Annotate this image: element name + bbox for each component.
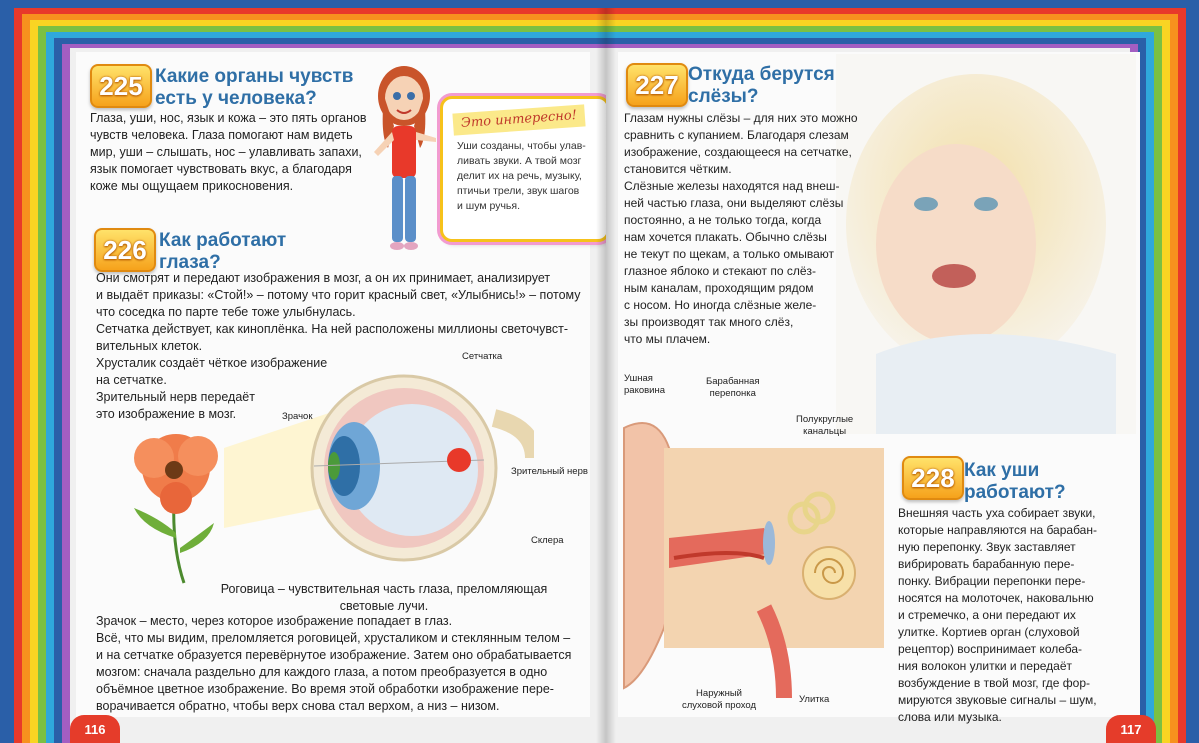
page-number: 116 [70,715,120,743]
question-225-text: Глаза, уши, нос, язык и кожа – это пять органов чувств человека. Глаза помогают нам видеть мир, уши – слышать, нос – улавливать запахи, язык помогает чувствовать вкус, а благодаря коже мы ощущаем прикосновения. [90,111,367,193]
girl-illustration [364,56,444,256]
eyeball-icon [312,376,534,560]
cornea-caption: Роговица – чувствительная часть глаза, преломляющая световые лучи. [220,582,548,613]
eye-diagram [114,348,534,588]
question-226-bottom-text: Зрачок – место, через которое изображение попадает в глаз. Всё, что мы видим, преломляется роговицей, хрусталиком и стеклянным телом – и на сетчатке образуется перевёрнутое изображение. Затем оно обрабатывается мозгом: сначала раздельно для каждого глаза, а потом преобразуется в одно объёмное цветное изображение. Во время этой обработки изображение пере- ворачивается обратно, чтобы верх снова стал верхом, а низ – низом. [96,614,572,713]
poppy-flower-icon [134,434,218,583]
interesting-fact-text: Уши созданы, чтобы улав- ливать звуки. А твой мозг делит их на речь, музыку, птичьи трели, звук шагов и шум ручья. [457,140,586,212]
left-page [14,8,606,743]
question-228-title: Как уши работают? [964,460,1066,503]
auricle-label: Ушная раковина [624,373,665,396]
ear-diagram [614,408,894,698]
interesting-fact-box [440,96,606,242]
crying-child-photo [836,54,1136,434]
question-number-badge: 225 [90,64,152,108]
question-226-text: Они смотрят и передают изображения в мозг, а он их принимает, анализирует и выдаёт приказы: «Стой!» – потому что горит красный свет, «Улыбнись!» – потому что соседка по парте тебе тоже улыбнулась. Сетчатка действует, как киноплёнка. На ней расположены миллионы светочувст- вительных клеток. Хрусталик создаёт чёткое изображение на сетчатке. Зрительный нерв передаёт это изображение в мозг. [96,271,581,421]
right-page [606,8,1186,743]
question-228-text: Внешняя часть уха собирает звуки, которые направляются на барабан- ную перепонку. Звук заставляет вибрировать барабанную пере- понку. Вибрации перепонки пере- носятся на молоточек, наковальню и стремечко, а они передают их улитке. Кортиев орган (слуховой рецептор) воспринимает колеба- ния волокон улитки и передаёт возбуждение в твой мозг, где фор- мируются звуковые сигналы – шум, слова или музыка. [898,506,1097,724]
question-227-title: Откуда берутся слёзы? [688,64,835,107]
question-226-title: Как работают глаза? [159,230,287,273]
interesting-fact-title: Это интересно! [452,104,585,135]
question-number-badge: 226 [94,228,156,272]
cochlea-label: Улитка [799,694,830,705]
semicircular-canals-label: Полукруглые канальцы [796,414,854,437]
retina-label: Сетчатка [462,351,503,362]
page-number: 117 [1106,715,1156,743]
sclera-label: Склера [531,535,564,546]
external-auditory-canal-label: Наружный слуховой проход [682,688,757,711]
question-227-text: Глазам нужны слёзы – для них это можно сравнить с купанием. Благодаря слезам изображение, создающееся на сетчатке, становится чётким. Слёзные железы находятся над внеш- ней частью глаза, они выделяют слёзы постоянно, а не только тогда, когда нам хочется плакать. Обычно слёзы не текут по щекам, а только омывают глазное яблоко и стекают по слёз- ным каналам, проходящим рядом с носом. Но иногда слёзные желе- зы производят так много слёз, что мы плачем. [624,111,858,346]
question-225-title: Какие органы чувств есть у человека? [155,66,354,109]
optic-nerve-label: Зрительный нерв [511,466,588,477]
pupil-label: Зрачок [282,411,313,422]
question-number-badge: 227 [626,63,688,107]
eardrum-label: Барабанная перепонка [706,376,760,399]
question-number-badge: 228 [902,456,964,500]
